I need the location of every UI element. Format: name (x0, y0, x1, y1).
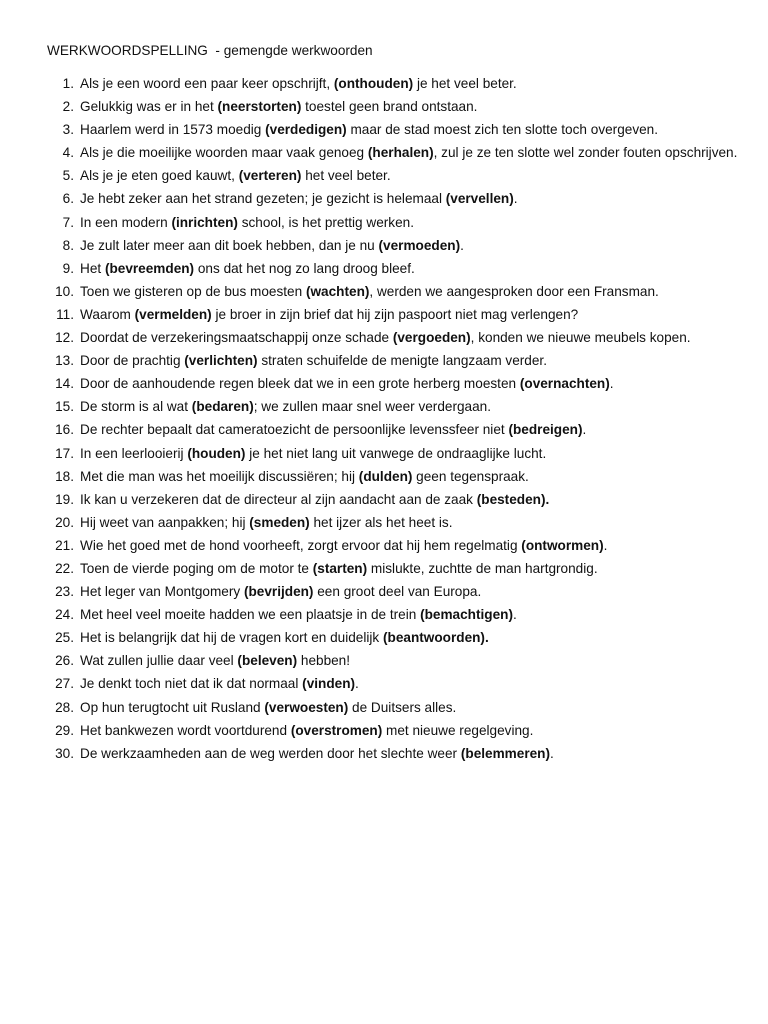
list-item (40, 326, 740, 349)
sentence-text: Hij weet van aanpakken; hij (80, 514, 250, 530)
list-item (40, 649, 740, 672)
verb-hint: (beleven) (237, 653, 298, 669)
list-item (40, 257, 740, 280)
sentence-text: De storm is al wat (80, 399, 192, 415)
verb-hint: (houden) (187, 445, 246, 461)
item-number: 28. (55, 699, 74, 715)
list-item (40, 442, 740, 465)
sentence-text: . (512, 607, 517, 623)
item-number: 15. (55, 399, 74, 415)
list-item (40, 280, 740, 303)
sentence-text: In een leerlooierij (80, 445, 188, 461)
sentence-text: Waarom (80, 306, 135, 322)
list-item (40, 557, 740, 580)
list-item (40, 418, 740, 441)
list-item (40, 626, 740, 649)
list-item (40, 118, 740, 141)
sentence-text: Als je een woord een paar keer opschrijft, (80, 76, 334, 91)
list-item (40, 349, 740, 372)
sentence-text: straten schuifelde de menigte langzaam verder. (257, 353, 547, 369)
verb-hint: (verwoesten) (264, 699, 349, 715)
list-item (40, 187, 740, 210)
verb-hint: (bemachtigen) (420, 607, 513, 623)
verb-hint: (vervellen) (445, 191, 514, 207)
list-item (40, 719, 740, 742)
sentence-text: Als je die moeilijke woorden maar vaak genoeg (80, 145, 368, 161)
sentence-text: een groot deel van Europa. (313, 584, 482, 600)
verb-hint: (beantwoorden). (383, 630, 489, 646)
sentence-text: Doordat de verzekeringsmaatschappij onze schade (80, 330, 393, 346)
list-item (40, 511, 740, 534)
sentence-text: Toen de vierde poging om de motor te (80, 560, 313, 576)
verb-hint: (belemmeren) (460, 745, 551, 761)
verb-hint: (inrichten) (171, 214, 238, 230)
sentence-text: je het veel beter. (413, 76, 517, 91)
item-number: 18. (55, 468, 74, 484)
list-item (40, 580, 740, 603)
sentence-text: ons dat het nog zo lang droog bleef. (194, 260, 415, 276)
sentence-text: , werden we aangesproken door een Fransman. (369, 283, 659, 299)
item-number: 11. (56, 306, 74, 322)
sentence-text: Het leger van Montgomery (80, 584, 244, 600)
sentence-text: Je hebt zeker aan het strand gezeten; je gezicht is helemaal (80, 191, 446, 207)
item-number: 5. (62, 168, 74, 184)
list-item (40, 742, 740, 765)
verb-hint: (bevrijden) (243, 584, 314, 600)
sentence-text: het ijzer als het heet is. (309, 514, 453, 530)
item-number: 23. (55, 584, 74, 600)
sentence-text: . (513, 191, 518, 207)
verb-hint: (overnachten) (519, 376, 610, 392)
sentence-text: je het niet lang uit vanwege de ondraaglijke lucht. (245, 445, 547, 461)
verb-hint: (vermelden) (134, 306, 212, 322)
sentence-text: hebben! (297, 653, 351, 669)
sentence-text: maar de stad moest zich ten slotte toch overgeven. (346, 122, 659, 138)
sentence-text: Met die man was het moeilijk discussiëren; hij (80, 468, 359, 484)
sentence-text: . (355, 676, 359, 692)
sentence-text: met nieuwe regelgeving. (382, 722, 534, 738)
list-item (40, 488, 740, 511)
sentence-text: het veel beter. (301, 168, 391, 184)
sentence-text: . (460, 237, 464, 253)
item-number: 12. (55, 330, 74, 346)
sentence-text: De werkzaamheden aan de weg werden door het slechte weer (80, 745, 461, 761)
item-number: 20. (55, 514, 74, 530)
sentence-text: je broer in zijn brief dat hij zijn paspoort niet mag verlengen? (211, 306, 579, 322)
sentence-text: Het (80, 260, 105, 276)
verb-hint: (neerstorten) (217, 99, 302, 115)
item-number: 13. (55, 353, 74, 369)
list-item (40, 164, 740, 187)
item-number: 27. (55, 676, 74, 692)
item-number: 21. (55, 537, 74, 553)
sentence-text: ; we zullen maar snel weer verdergaan. (253, 399, 491, 415)
item-number: 6. (62, 191, 74, 207)
sentence-text: In een modern (80, 214, 172, 230)
verb-hint: (verteren) (238, 168, 302, 184)
list-item (40, 141, 740, 164)
item-number: 29. (55, 722, 74, 738)
sentence-text: Ik kan u verzekeren dat de directeur al zijn aandacht aan de zaak (80, 491, 477, 507)
verb-hint: (dulden) (358, 468, 413, 484)
sentence-text: Op hun terugtocht uit Rusland (80, 699, 265, 715)
sentence-text: school, is het prettig werken. (237, 214, 414, 230)
verb-hint: (ontwormen) (521, 537, 604, 553)
verb-hint: (overstromen) (290, 722, 383, 738)
item-number: 19. (55, 491, 74, 507)
sentence-text: . (582, 422, 587, 438)
sentence-text: de Duitsers alles. (348, 699, 457, 715)
sentence-text: mislukte, zuchtte de man hartgrondig. (367, 560, 598, 576)
item-number: 14. (55, 376, 74, 392)
sentence-text: Wie het goed met de hond voorheeft, zorgt ervoor dat hij hem regelmatig (80, 537, 522, 553)
item-number: 30. (55, 745, 74, 761)
sentence-text: geen tegenspraak. (412, 468, 529, 484)
verb-hint: (wachten) (305, 283, 370, 299)
sentence-text: Toen we gisteren op de bus moesten (80, 283, 306, 299)
item-number: 10. (55, 283, 74, 299)
item-number: 3. (62, 122, 74, 138)
page-title: WERKWOORDSPELLING - gemengde werkwoorden (47, 43, 373, 58)
list-item (40, 465, 740, 488)
sentence-text: , konden we nieuwe meubels kopen. (470, 330, 691, 346)
item-number: 24. (55, 607, 74, 623)
sentence-text: Haarlem werd in 1573 moedig (80, 122, 266, 138)
sentence-text: Als je je eten goed kauwt, (80, 168, 239, 184)
item-number: 22. (55, 560, 74, 576)
sentence-text: Door de aanhoudende regen bleek dat we in een grote herberg moesten (80, 376, 520, 392)
item-number: 7. (62, 214, 74, 230)
verb-hint: (starten) (312, 560, 368, 576)
sentence-text: Wat zullen jullie daar veel (80, 653, 238, 669)
list-item (40, 72, 740, 95)
sentence-text: Door de prachtig (80, 353, 185, 369)
sentence-text: De rechter bepaalt dat cameratoezicht de persoonlijke levenssfeer niet (80, 422, 509, 438)
item-number: 25. (55, 630, 74, 646)
item-number: 17. (55, 445, 74, 461)
list-item (40, 395, 740, 418)
list-item (40, 696, 740, 719)
list-item (40, 603, 740, 626)
item-number: 26. (55, 653, 74, 669)
sentence-text: Het bankwezen wordt voortdurend (80, 722, 291, 738)
verb-hint: (besteden). (476, 491, 550, 507)
verb-hint: (vinden) (302, 676, 356, 692)
item-number: 16. (55, 422, 74, 438)
list-item (40, 672, 740, 695)
sentence-text: Je denkt toch niet dat ik dat normaal (80, 676, 303, 692)
sentence-text: Gelukkig was er in het (80, 99, 218, 115)
verb-hint: (smeden) (249, 514, 310, 530)
sentence-text: . (609, 376, 614, 392)
verb-hint: (bedaren) (191, 399, 254, 415)
sentence-text: , zul je ze ten slotte wel zonder fouten opschrijven. (433, 145, 738, 161)
verb-hint: (verlichten) (184, 353, 258, 369)
item-number: 4. (62, 145, 74, 161)
verb-hint: (bedreigen) (508, 422, 583, 438)
sentence-text: Met heel veel moeite hadden we een plaatsje in de trein (80, 607, 421, 623)
sentence-text: . (603, 537, 608, 553)
sentence-text: Het is belangrijk dat hij de vragen kort en duidelijk (80, 630, 384, 646)
item-number: 1. (62, 76, 74, 91)
item-number: 9. (62, 260, 74, 276)
verb-hint: (onthouden) (333, 76, 414, 91)
list-item (40, 534, 740, 557)
exercise-list (40, 72, 740, 765)
item-number: 2. (62, 99, 74, 115)
list-item (40, 234, 740, 257)
verb-hint: (verdedigen) (265, 122, 347, 138)
item-number: 8. (62, 237, 74, 253)
list-item (40, 372, 740, 395)
sentence-text: . (550, 745, 554, 761)
verb-hint: (herhalen) (367, 145, 434, 161)
verb-hint: (vermoeden) (378, 237, 461, 253)
verb-hint: (bevreemden) (104, 260, 195, 276)
list-item (40, 303, 740, 326)
sentence-text: toestel geen brand ontstaan. (301, 99, 478, 115)
list-item (40, 211, 740, 234)
list-item (40, 95, 740, 118)
sentence-text: Je zult later meer aan dit boek hebben, dan je nu (80, 237, 379, 253)
verb-hint: (vergoeden) (392, 330, 471, 346)
